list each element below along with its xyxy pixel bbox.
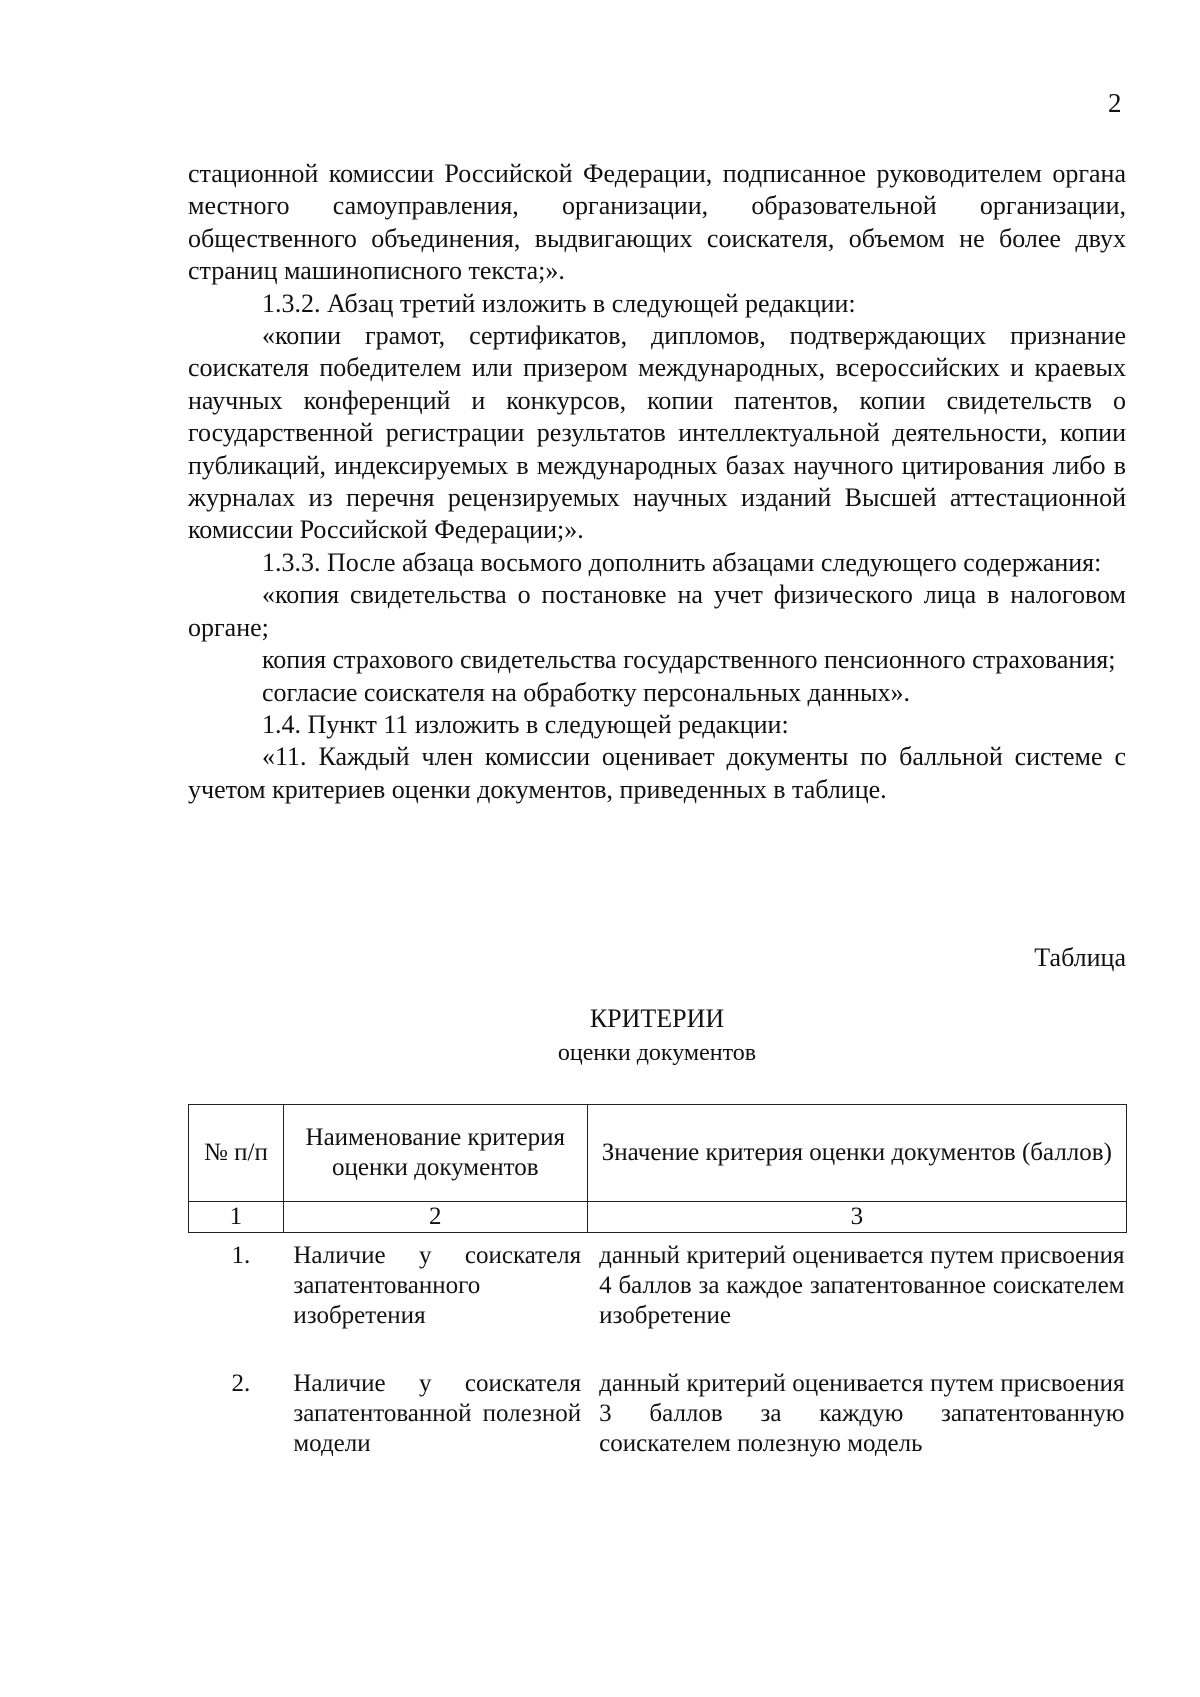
paragraph: «копия свидетельства о постановке на учет физического лица в налоговом органе; bbox=[188, 580, 1126, 642]
column-number: 2 bbox=[283, 1202, 587, 1233]
page-number: 2 bbox=[1108, 88, 1122, 118]
paragraph: «копии грамот, сертификатов, дипломов, подтверждающих признание соискателя победителем или призером международных, всероссийских и краевых научных конференций и конкурсов, копии патентов, копии свидетельств о государственной регистрации результатов интеллектуальной деятельности, копии публикаций, индексируемых в международных базах научного цитирования либо в журналах из перечня рецензируемых научных изданий Высшей аттестационной комиссии Российской Федерации;». bbox=[188, 321, 1126, 545]
paragraph: копия страхового свидетельства государственного пенсионного страхования; bbox=[262, 645, 1116, 675]
column-numbers-row bbox=[189, 1202, 1127, 1233]
table-subtitle: оценки документов bbox=[557, 1040, 757, 1066]
criterion-name: Наличие у соискателя запатентованной полезной модели bbox=[293, 1370, 582, 1457]
column-number: 1 bbox=[189, 1202, 284, 1233]
criterion-name: Наличие у соискателя запатентованного изобретения bbox=[293, 1242, 582, 1329]
paragraph: 1.4. Пункт 11 изложить в следующей редакции: bbox=[262, 709, 789, 739]
criteria-table bbox=[188, 1104, 1127, 1469]
header-criterion-value: Значение критерия оценки документов (баллов) bbox=[587, 1105, 1126, 1202]
table-label: Таблица bbox=[1034, 943, 1126, 972]
header-number: № п/п bbox=[189, 1105, 284, 1202]
table-title: КРИТЕРИИ bbox=[589, 1004, 725, 1033]
paragraph: 1.3.2. Абзац третий изложить в следующей редакции: bbox=[262, 288, 856, 318]
paragraph: 1.3.3. После абзаца восьмого дополнить абзацами следующего содержания: bbox=[262, 547, 1102, 577]
header-criterion-name: Наименование критерия оценки документов bbox=[283, 1105, 587, 1202]
body-text bbox=[188, 158, 1126, 806]
criterion-value: данный критерий оценивается путем присвоения 3 баллов за каждую запатентованную соискателем полезную модель bbox=[599, 1370, 1125, 1457]
table-row bbox=[189, 1233, 1127, 1370]
paragraph: согласие соискателя на обработку персональных данных». bbox=[262, 677, 911, 707]
criterion-value: данный критерий оценивается путем присвоения 4 баллов за каждое запатентованное соискателем изобретение bbox=[599, 1242, 1125, 1329]
column-number: 3 bbox=[587, 1202, 1126, 1233]
row-number: 2. bbox=[231, 1370, 251, 1397]
paragraph: «11. Каждый член комиссии оценивает документы по балльной системе с учетом критериев оценки документов, приведенных в таблице. bbox=[188, 742, 1126, 804]
table-row bbox=[189, 1369, 1127, 1469]
paragraph: стационной комиссии Российской Федерации, подписанное руководителем органа местного самоуправления, организации, образовательной организации, общественного объединения, выдвигающих соискателя, объемом не более двух страниц машинописного текста;». bbox=[188, 159, 1126, 286]
table-header-row bbox=[189, 1105, 1127, 1202]
row-number: 1. bbox=[231, 1242, 251, 1269]
